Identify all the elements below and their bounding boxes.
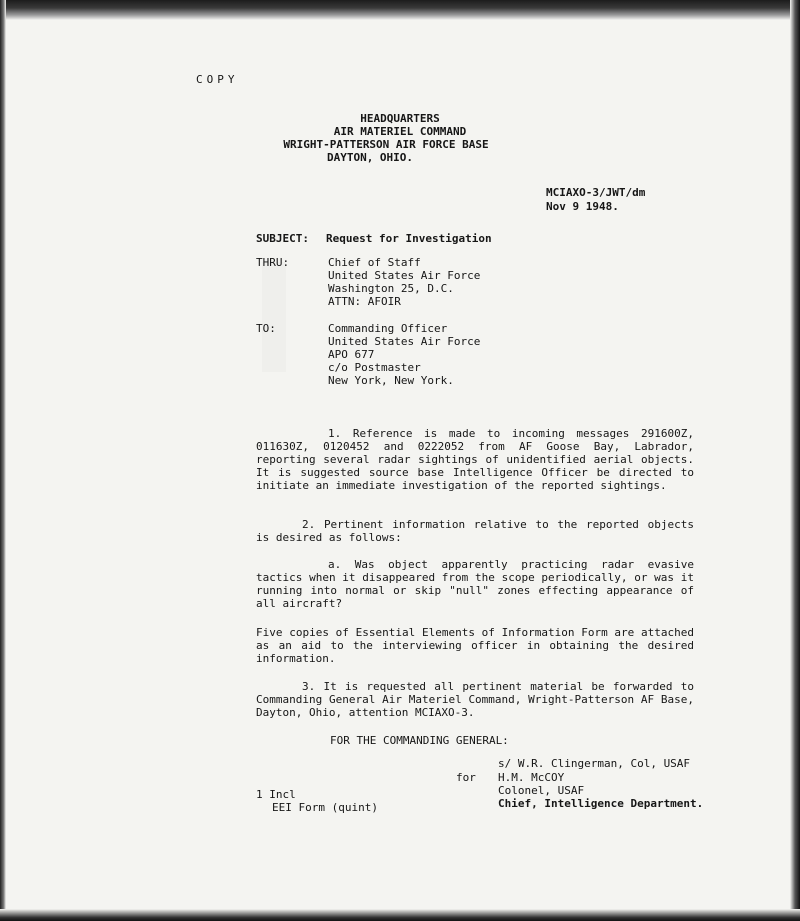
- paragraph-2b: Five copies of Essential Elements of Information Form are attached as an aid to the interviewing officer in obtaining the desired information.: [256, 626, 694, 665]
- letterhead-line-3: WRIGHT-PATTERSON AIR FORCE BASE: [283, 138, 489, 151]
- paragraph-3: 3. It is requested all pertinent material be forwarded to Commanding General Air Materiel Command, Wright-Patterson AF Base, Dayton, Ohio, attention MCIAXO-3.: [256, 680, 694, 719]
- signer-name: H.M. McCOY: [498, 771, 565, 784]
- paragraph-2: 2. Pertinent information relative to the reported objects is desired as follows:: [256, 518, 694, 544]
- to-line-3: APO 677: [328, 348, 375, 361]
- for-word: for: [456, 771, 476, 784]
- thru-line-2: United States Air Force: [328, 269, 481, 282]
- letterhead-line-2: AIR MATERIEL COMMAND: [333, 125, 467, 138]
- enclosure-item: EEI Form (quint): [272, 801, 378, 814]
- command-line: FOR THE COMMANDING GENERAL:: [330, 734, 509, 747]
- to-line-5: New York, New York.: [328, 374, 454, 387]
- memo-date: Nov 9 1948.: [546, 200, 619, 213]
- to-line-1: Commanding Officer: [328, 322, 448, 335]
- thru-line-3: Washington 25, D.C.: [328, 282, 454, 295]
- signature-line: s/ W.R. Clingerman, Col, USAF: [498, 757, 691, 770]
- to-label: TO:: [256, 322, 276, 335]
- copy-mark: COPY: [196, 73, 239, 86]
- thru-line-1: Chief of Staff: [328, 256, 421, 269]
- signer-title: Chief, Intelligence Department.: [498, 797, 704, 810]
- subject-label: SUBJECT:: [256, 232, 309, 245]
- thru-label: THRU:: [256, 256, 290, 269]
- paragraph-1: 1. Reference is made to incoming messages 291600Z, 011630Z, 0120452 and 0222052 from AF Goose Bay, Labrador, reporting several radar sightings of unidentified aerial objects. It is suggested source base Intelligence Officer be directed to initiate an immediate investigation of the reported sightings.: [256, 427, 694, 492]
- paragraph-2a: a. Was object apparently practicing radar evasive tactics when it disappeared from the scope periodically, or was it running into normal or skip "null" zones effecting appearance of all aircraft?: [256, 558, 694, 610]
- letterhead-line-4: DAYTON, OHIO.: [326, 151, 414, 164]
- to-line-4: c/o Postmaster: [328, 361, 421, 374]
- subject-text: Request for Investigation: [326, 232, 492, 245]
- thru-line-4: ATTN: AFOIR: [328, 295, 401, 308]
- enclosure-count: 1 Incl: [256, 788, 296, 801]
- reference-code: MCIAXO-3/JWT/dm: [546, 186, 646, 199]
- signer-rank: Colonel, USAF: [498, 784, 585, 797]
- to-line-2: United States Air Force: [328, 335, 481, 348]
- letterhead-line-1: HEADQUARTERS: [360, 112, 440, 125]
